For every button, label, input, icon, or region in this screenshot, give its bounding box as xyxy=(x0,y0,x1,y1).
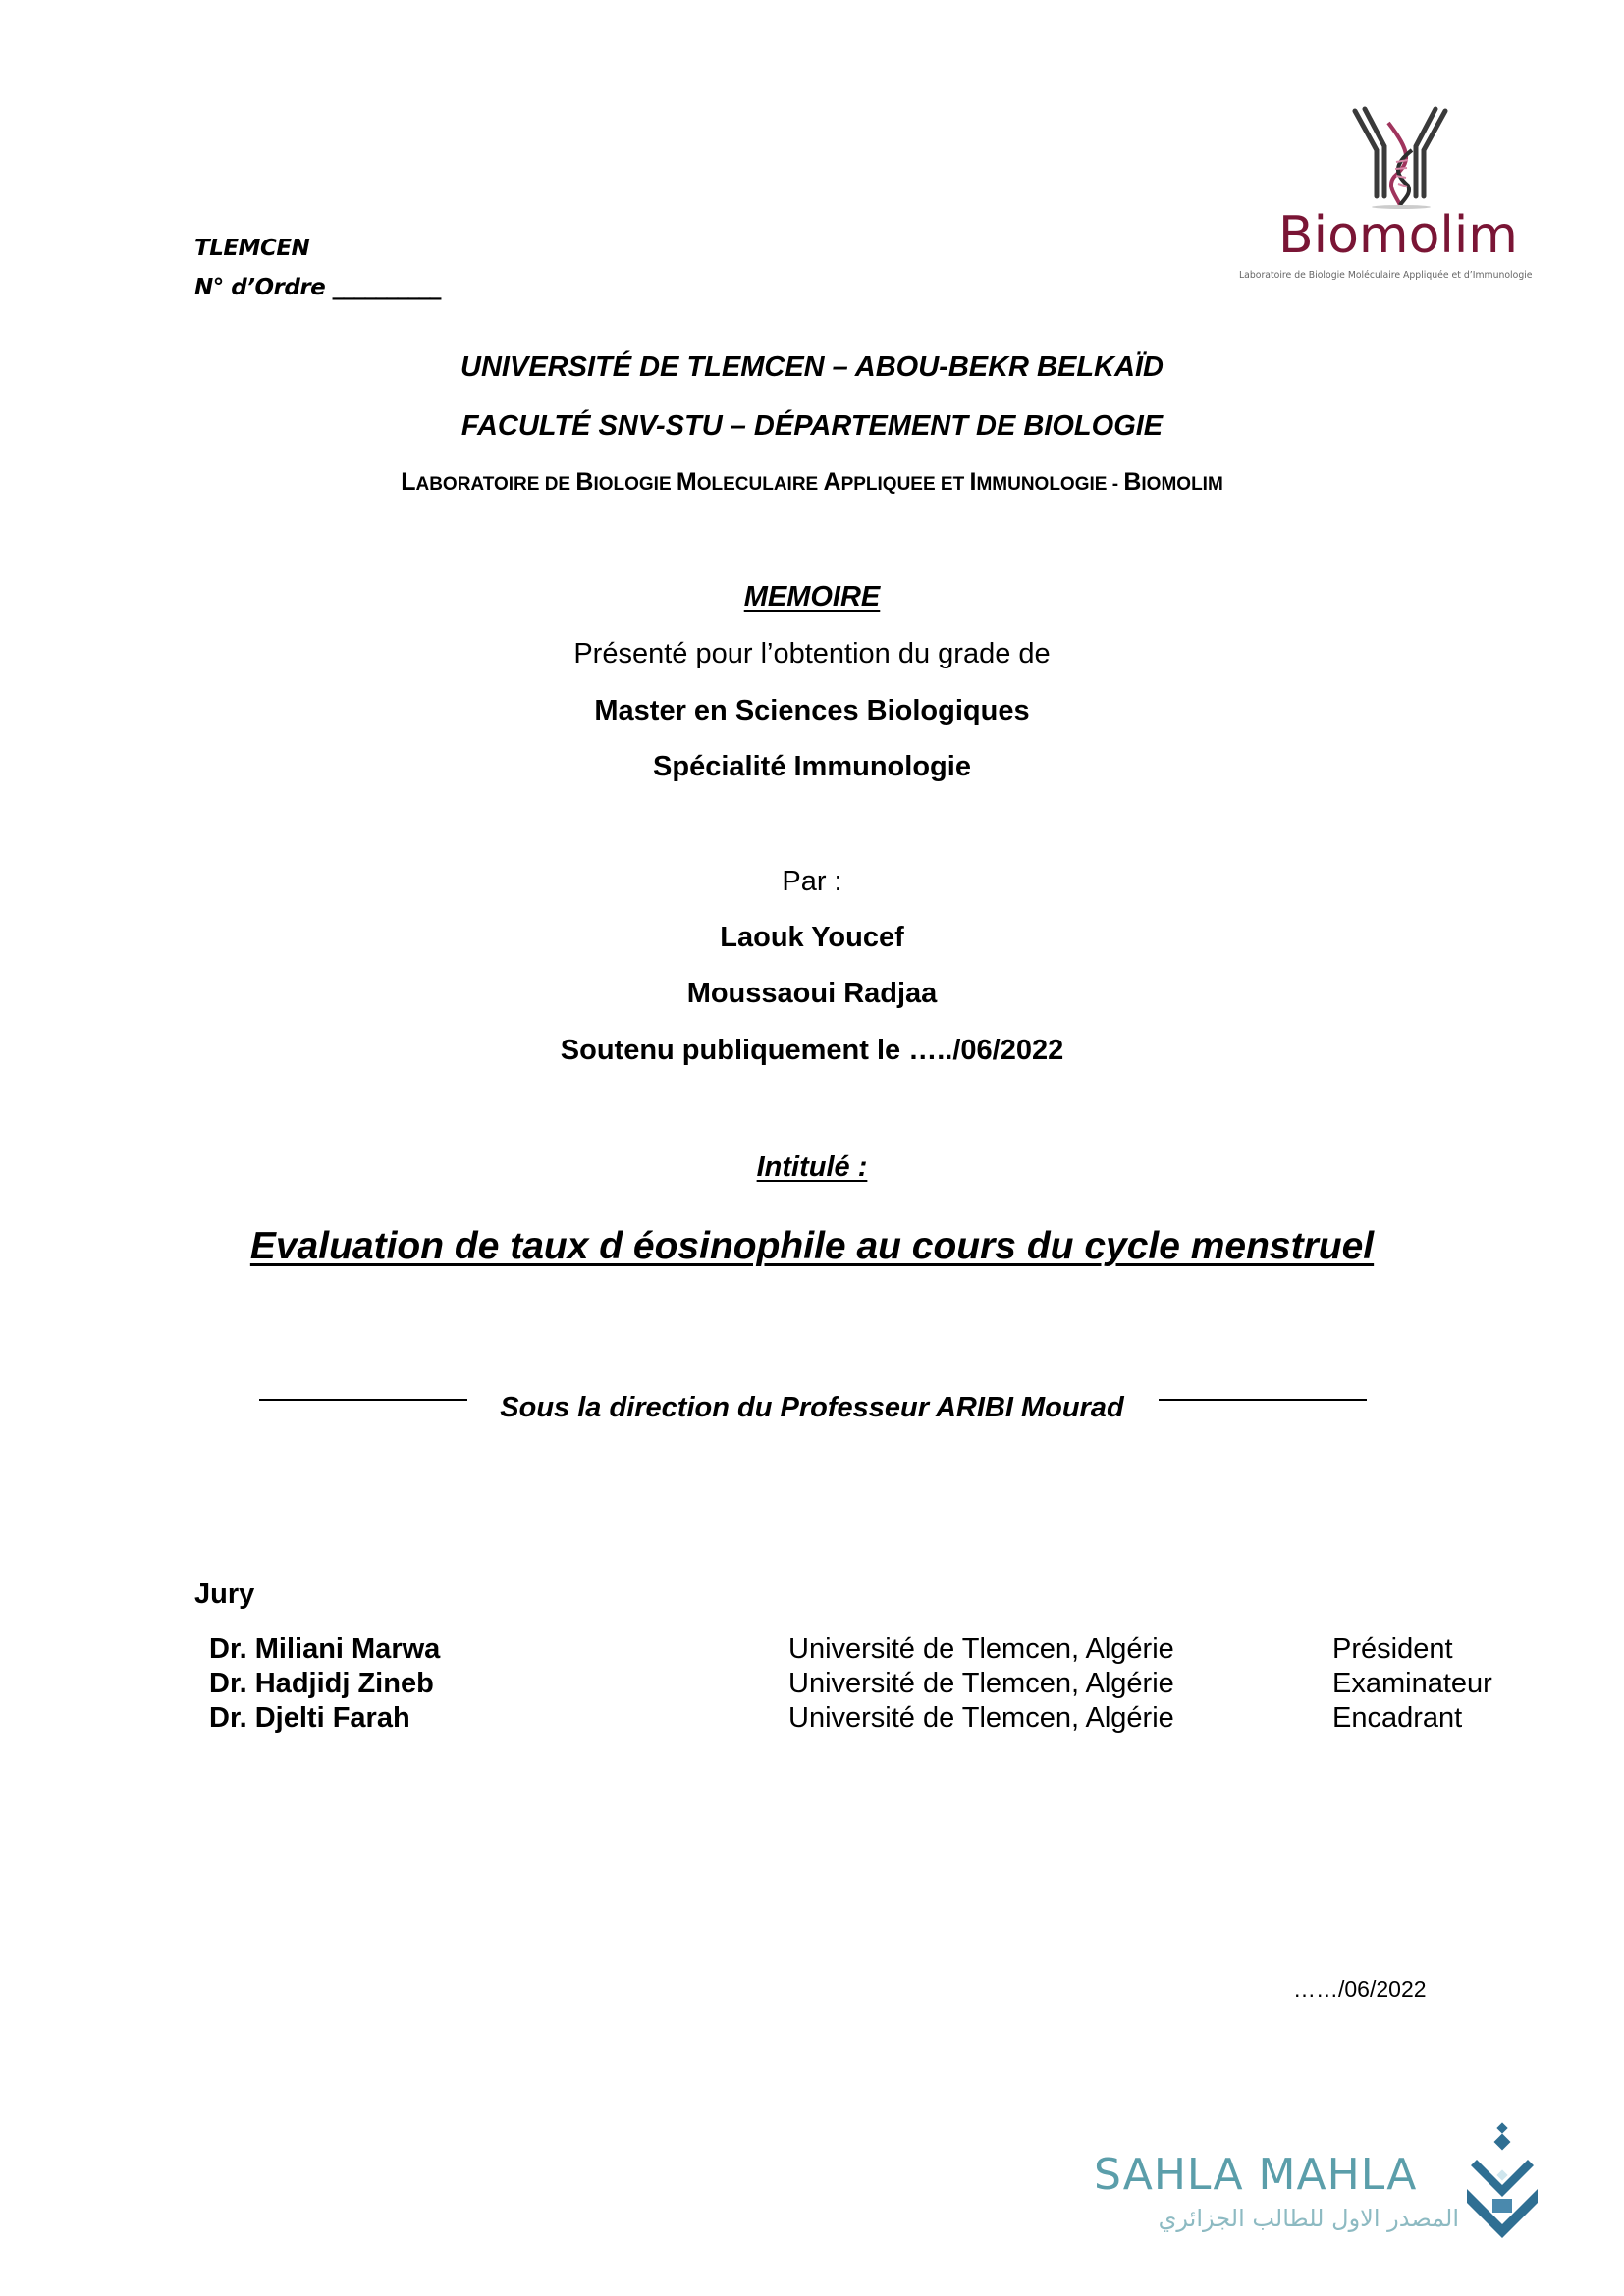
footer-date: ……/06/2022 xyxy=(1293,1976,1427,2002)
sahla-mahla-logo xyxy=(1090,2120,1542,2248)
jury-label: Jury xyxy=(194,1578,255,1610)
supervision: Sous la direction du Professeur ARIBI Mourad xyxy=(500,1392,1124,1423)
jury-name: Dr. Hadjidj Zineb xyxy=(209,1668,434,1699)
author-1: Laouk Youcef xyxy=(720,922,904,953)
order-label: N° d’Ordre xyxy=(194,275,326,300)
logo-wordmark: Biomolim xyxy=(1278,206,1518,265)
city-label: TLEMCEN xyxy=(194,236,310,261)
calligraphy-emblem-icon xyxy=(1463,2120,1542,2238)
jury-role: Président xyxy=(1332,1633,1453,1665)
order-number xyxy=(194,275,441,300)
jury-role: Examinateur xyxy=(1332,1668,1492,1699)
jury-role: Encadrant xyxy=(1332,1702,1463,1734)
biomolim-logo xyxy=(1239,103,1563,290)
faculty-name: FACULTÉ SNV-STU – DÉPARTEMENT DE BIOLOGIE xyxy=(460,410,1164,442)
watermark-wordmark: SAHLA MAHLA xyxy=(1094,2150,1418,2200)
university-name: UNIVERSITÉ DE TLEMCEN – ABOU-BEKR BELKAÏD xyxy=(460,351,1164,383)
laboratory-name: LABORATOIRE DE BIOLOGIE MOLECULAIRE APPLIQUEE ET IMMUNOLOGIE - BIOMOLIM xyxy=(401,468,1223,496)
watermark-tagline: المصدر الاول للطالب الجزائري xyxy=(1158,2205,1459,2232)
defense-date: Soutenu publiquement le …../06/2022 xyxy=(560,1035,1064,1066)
jury-affiliation: Université de Tlemcen, Algérie xyxy=(788,1633,1174,1665)
document-type: MEMOIRE xyxy=(743,581,881,613)
jury-row xyxy=(0,1633,1624,1667)
jury-name: Dr. Miliani Marwa xyxy=(209,1633,441,1665)
jury-row xyxy=(0,1702,1624,1735)
presented-for: Présenté pour l’obtention du grade de xyxy=(573,638,1051,669)
author-2: Moussaoui Radjaa xyxy=(686,978,938,1009)
jury-affiliation: Université de Tlemcen, Algérie xyxy=(788,1668,1174,1699)
by-label: Par : xyxy=(782,866,842,897)
degree: Master en Sciences Biologiques xyxy=(594,695,1030,726)
title-label: Intitulé : xyxy=(756,1151,868,1183)
jury-row xyxy=(0,1668,1624,1701)
thesis-title: Evaluation de taux d éosinophile au cours du cycle menstruel xyxy=(249,1225,1375,1267)
jury-name: Dr. Djelti Farah xyxy=(209,1702,410,1734)
antibody-dna-icon xyxy=(1239,103,1563,211)
jury-affiliation: Université de Tlemcen, Algérie xyxy=(788,1702,1174,1734)
order-value: __________ xyxy=(332,275,441,300)
specialty: Spécialité Immunologie xyxy=(653,751,971,782)
logo-subtitle: Laboratoire de Biologie Moléculaire Appliquée et d’Immunologie xyxy=(1239,270,1533,281)
